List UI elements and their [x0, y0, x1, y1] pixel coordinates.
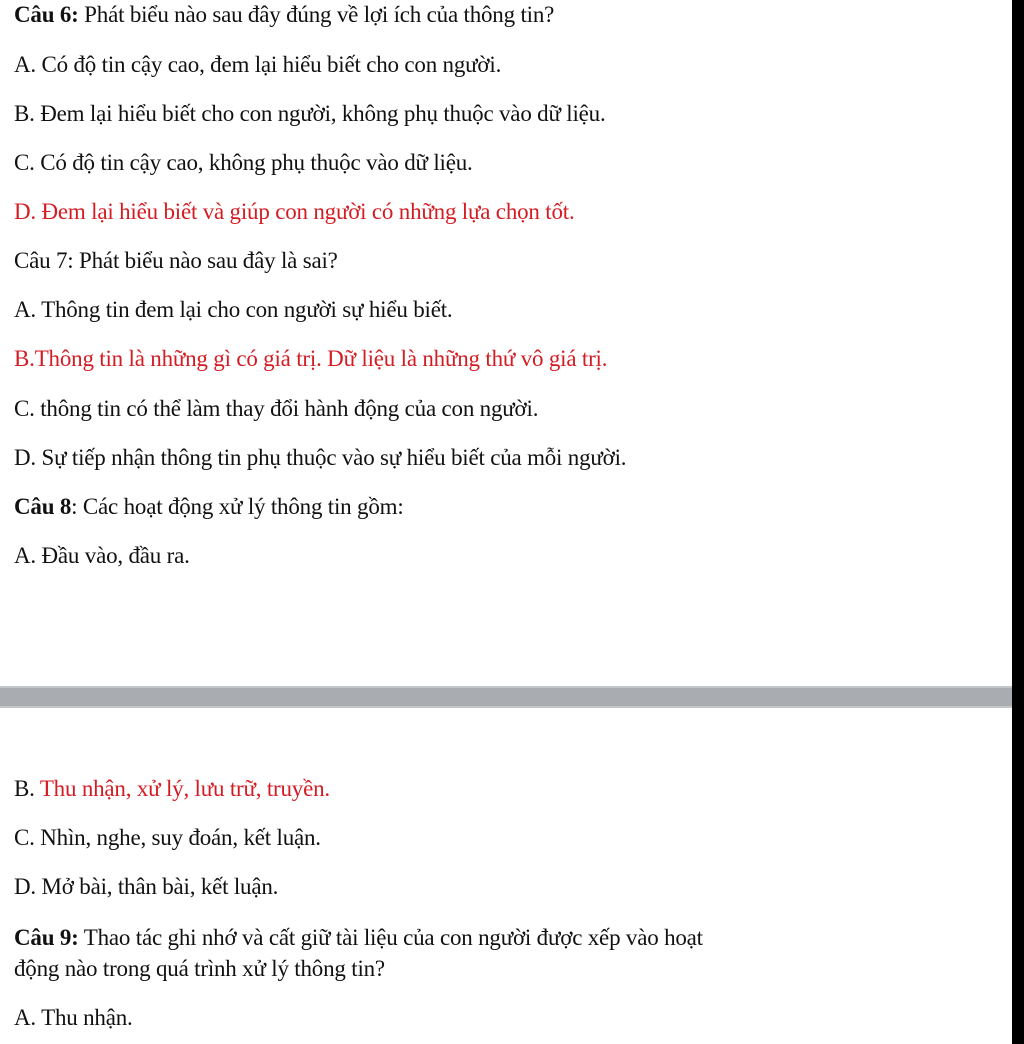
question-6-option-b: B. Đem lại hiểu biết cho con người, không phụ thuộc vào dữ liệu.	[14, 101, 606, 126]
question-8-option-d: D. Mở bài, thân bài, kết luận.	[14, 874, 279, 899]
question-7-option-c: C. thông tin có thể làm thay đổi hành động của con người.	[14, 396, 539, 421]
question-7-option-b-answer: B.Thông tin là những gì có giá trị. Dữ liệu là những thứ vô giá trị.	[14, 346, 608, 371]
question-8-option-b-letter: B.	[14, 776, 40, 801]
question-8-option-b-text: Thu nhận, xử lý, lưu trữ, truyền.	[39, 776, 330, 801]
question-6-text: Phát biểu nào sau đây đúng về lợi ích của thông tin?	[78, 2, 555, 27]
question-8-text: : Các hoạt động xử lý thông tin gồm:	[71, 494, 404, 519]
question-8-option-a: A. Đầu vào, đầu ra.	[14, 543, 190, 568]
question-9-option-a: A. Thu nhận.	[14, 1005, 133, 1030]
question-6-heading	[14, 1, 554, 29]
question-6-option-a: A. Có độ tin cậy cao, đem lại hiểu biết cho con người.	[14, 52, 502, 77]
question-6-option-c: C. Có độ tin cậy cao, không phụ thuộc vào dữ liệu.	[14, 150, 473, 175]
question-9-heading	[14, 924, 703, 952]
question-8-option-b-answer	[14, 775, 330, 803]
question-9-text-line1: Thao tác ghi nhớ và cất giữ tài liệu của con người được xếp vào hoạt	[78, 925, 703, 950]
question-9-text-line2: động nào trong quá trình xử lý thông tin?	[14, 956, 385, 981]
question-9-label: Câu 9:	[14, 925, 79, 950]
question-7-option-a: A. Thông tin đem lại cho con người sự hiểu biết.	[14, 297, 453, 322]
right-border	[1012, 0, 1024, 1044]
question-6-label: Câu 6:	[14, 2, 79, 27]
question-8-heading	[14, 493, 404, 521]
question-8-option-c: C. Nhìn, nghe, suy đoán, kết luận.	[14, 825, 321, 850]
question-7-option-d: D. Sự tiếp nhận thông tin phụ thuộc vào sự hiểu biết của mỗi người.	[14, 445, 627, 470]
question-6-option-d-answer: D. Đem lại hiểu biết và giúp con người có những lựa chọn tốt.	[14, 199, 575, 224]
page-separator	[0, 686, 1016, 708]
question-7-heading: Câu 7: Phát biểu nào sau đây là sai?	[14, 248, 338, 273]
question-8-label: Câu 8	[14, 494, 72, 519]
